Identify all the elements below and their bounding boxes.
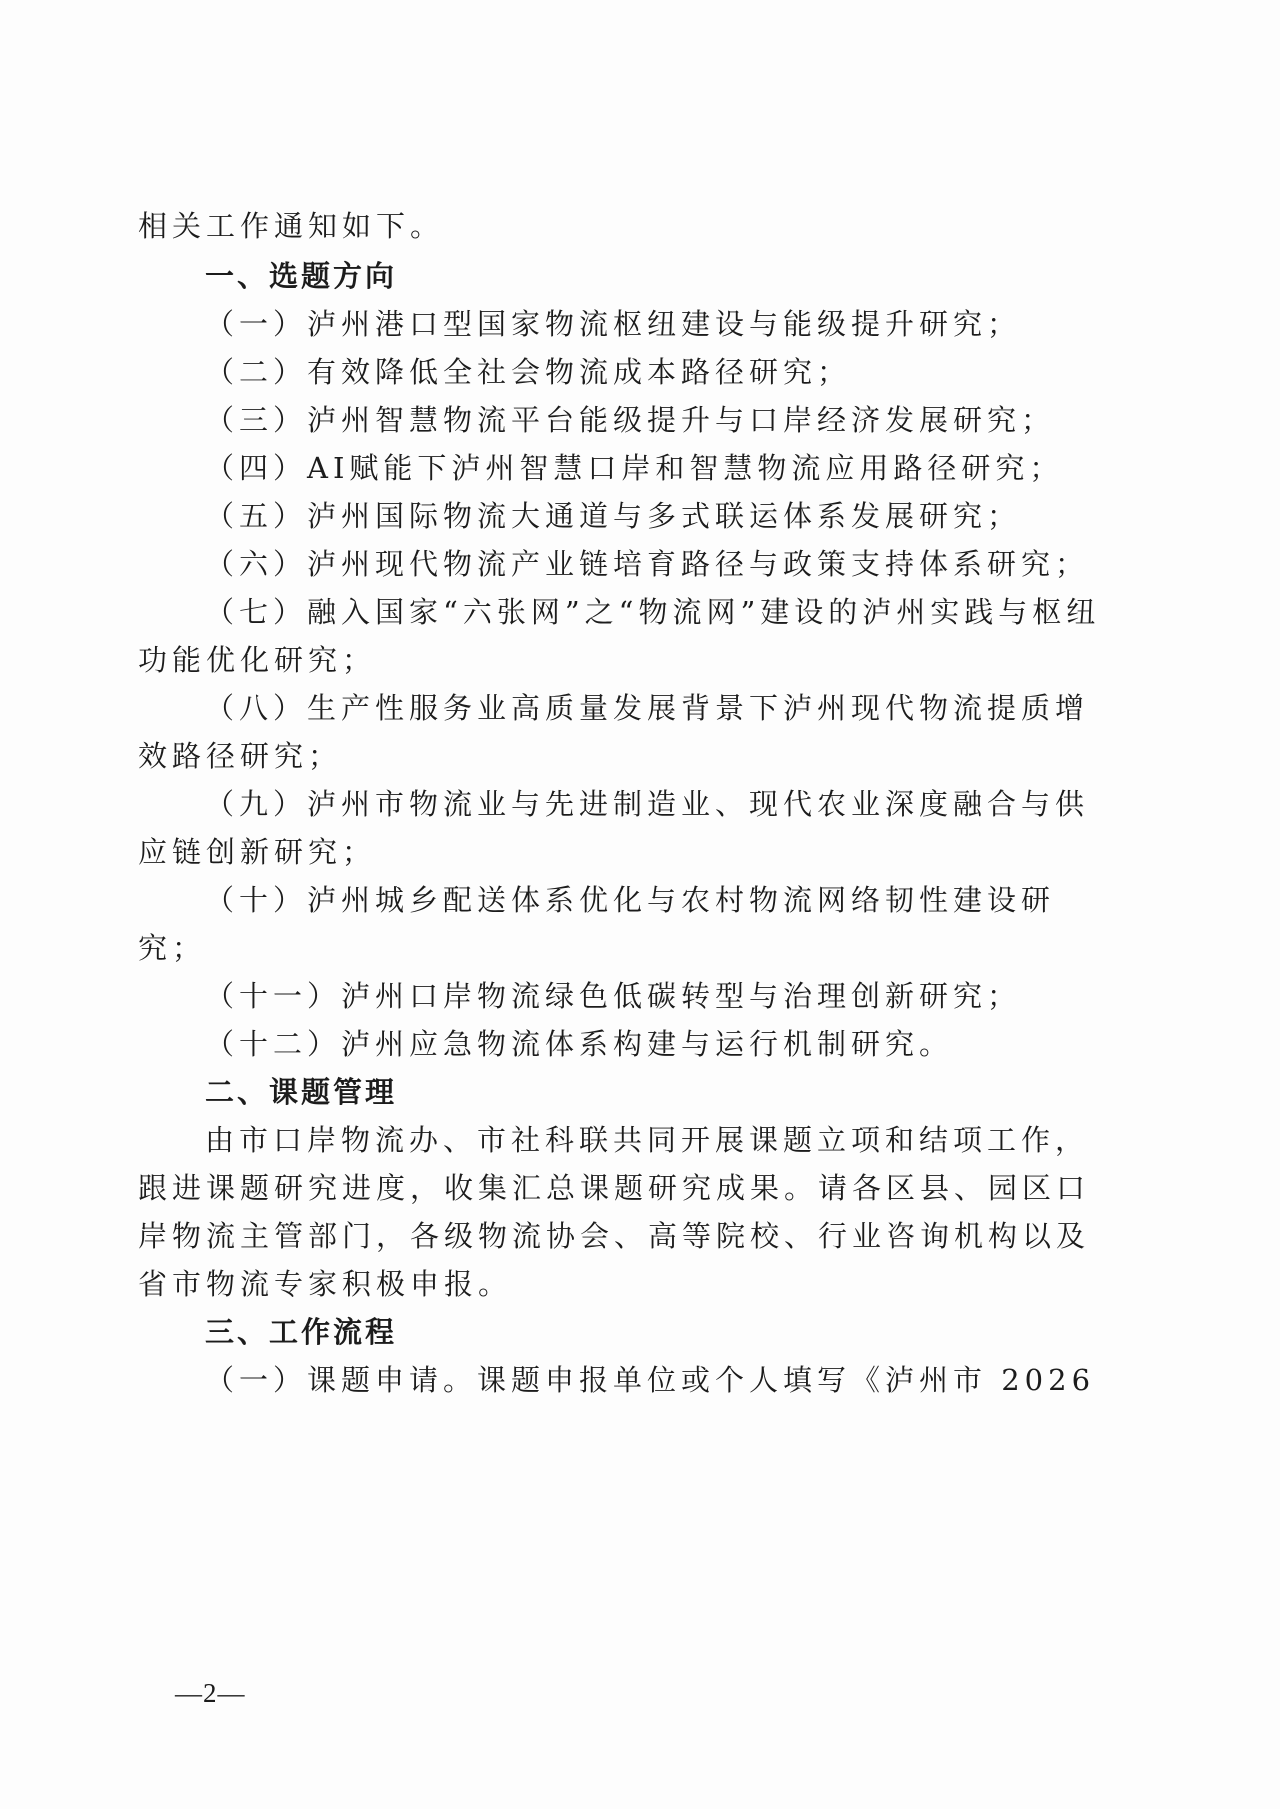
list-item: （三）泸州智慧物流平台能级提升与口岸经济发展研究； (205, 403, 1056, 437)
list-item: （八）生产性服务业高质量发展背景下泸州现代物流提质增 (205, 691, 1090, 725)
list-item: （四）AI赋能下泸州智慧口岸和智慧物流应用路径研究； (205, 451, 1064, 485)
list-item: （十二）泸州应急物流体系构建与运行机制研究。 (205, 1027, 954, 1061)
list-item: （六）泸州现代物流产业链培育路径与政策支持体系研究； (205, 547, 1090, 581)
list-item-continuation: 应链创新研究； (138, 835, 377, 869)
list-item: （五）泸州国际物流大通道与多式联运体系发展研究； (205, 499, 1022, 533)
list-item: （十）泸州城乡配送体系优化与农村物流网络韧性建设研 (205, 883, 1056, 917)
paragraph-line: 省市物流专家积极申报。 (138, 1267, 513, 1301)
list-item: （十一）泸州口岸物流绿色低碳转型与治理创新研究； (205, 979, 1022, 1013)
list-item: （九）泸州市物流业与先进制造业、现代农业深度融合与供 (205, 787, 1090, 821)
list-item-continuation: 功能优化研究； (138, 643, 377, 677)
body-line: 相关工作通知如下。 (138, 209, 445, 243)
section-heading: 一、选题方向 (205, 259, 398, 293)
list-item: （二）有效降低全社会物流成本路径研究； (205, 355, 852, 389)
list-item-continuation: 究； (138, 931, 207, 965)
page-number: —2— (175, 1678, 246, 1708)
list-item-continuation: 效路径研究； (138, 739, 343, 773)
paragraph-line: 由市口岸物流办、市社科联共同开展课题立项和结项工作， (205, 1123, 1090, 1157)
list-item: （七）融入国家“六张网”之“物流网”建设的泸州实践与枢纽 (205, 595, 1101, 629)
section-heading: 二、课题管理 (205, 1075, 398, 1109)
paragraph-line: （一）课题申请。课题申报单位或个人填写《泸州市 2026 (205, 1363, 1096, 1397)
paragraph-line: 跟进课题研究进度，收集汇总课题研究成果。请各区县、园区口 (138, 1171, 1091, 1205)
paragraph-line: 岸物流主管部门，各级物流协会、高等院校、行业咨询机构以及 (138, 1219, 1091, 1253)
section-heading: 三、工作流程 (205, 1315, 398, 1349)
list-item: （一）泸州港口型国家物流枢纽建设与能级提升研究； (205, 307, 1022, 341)
